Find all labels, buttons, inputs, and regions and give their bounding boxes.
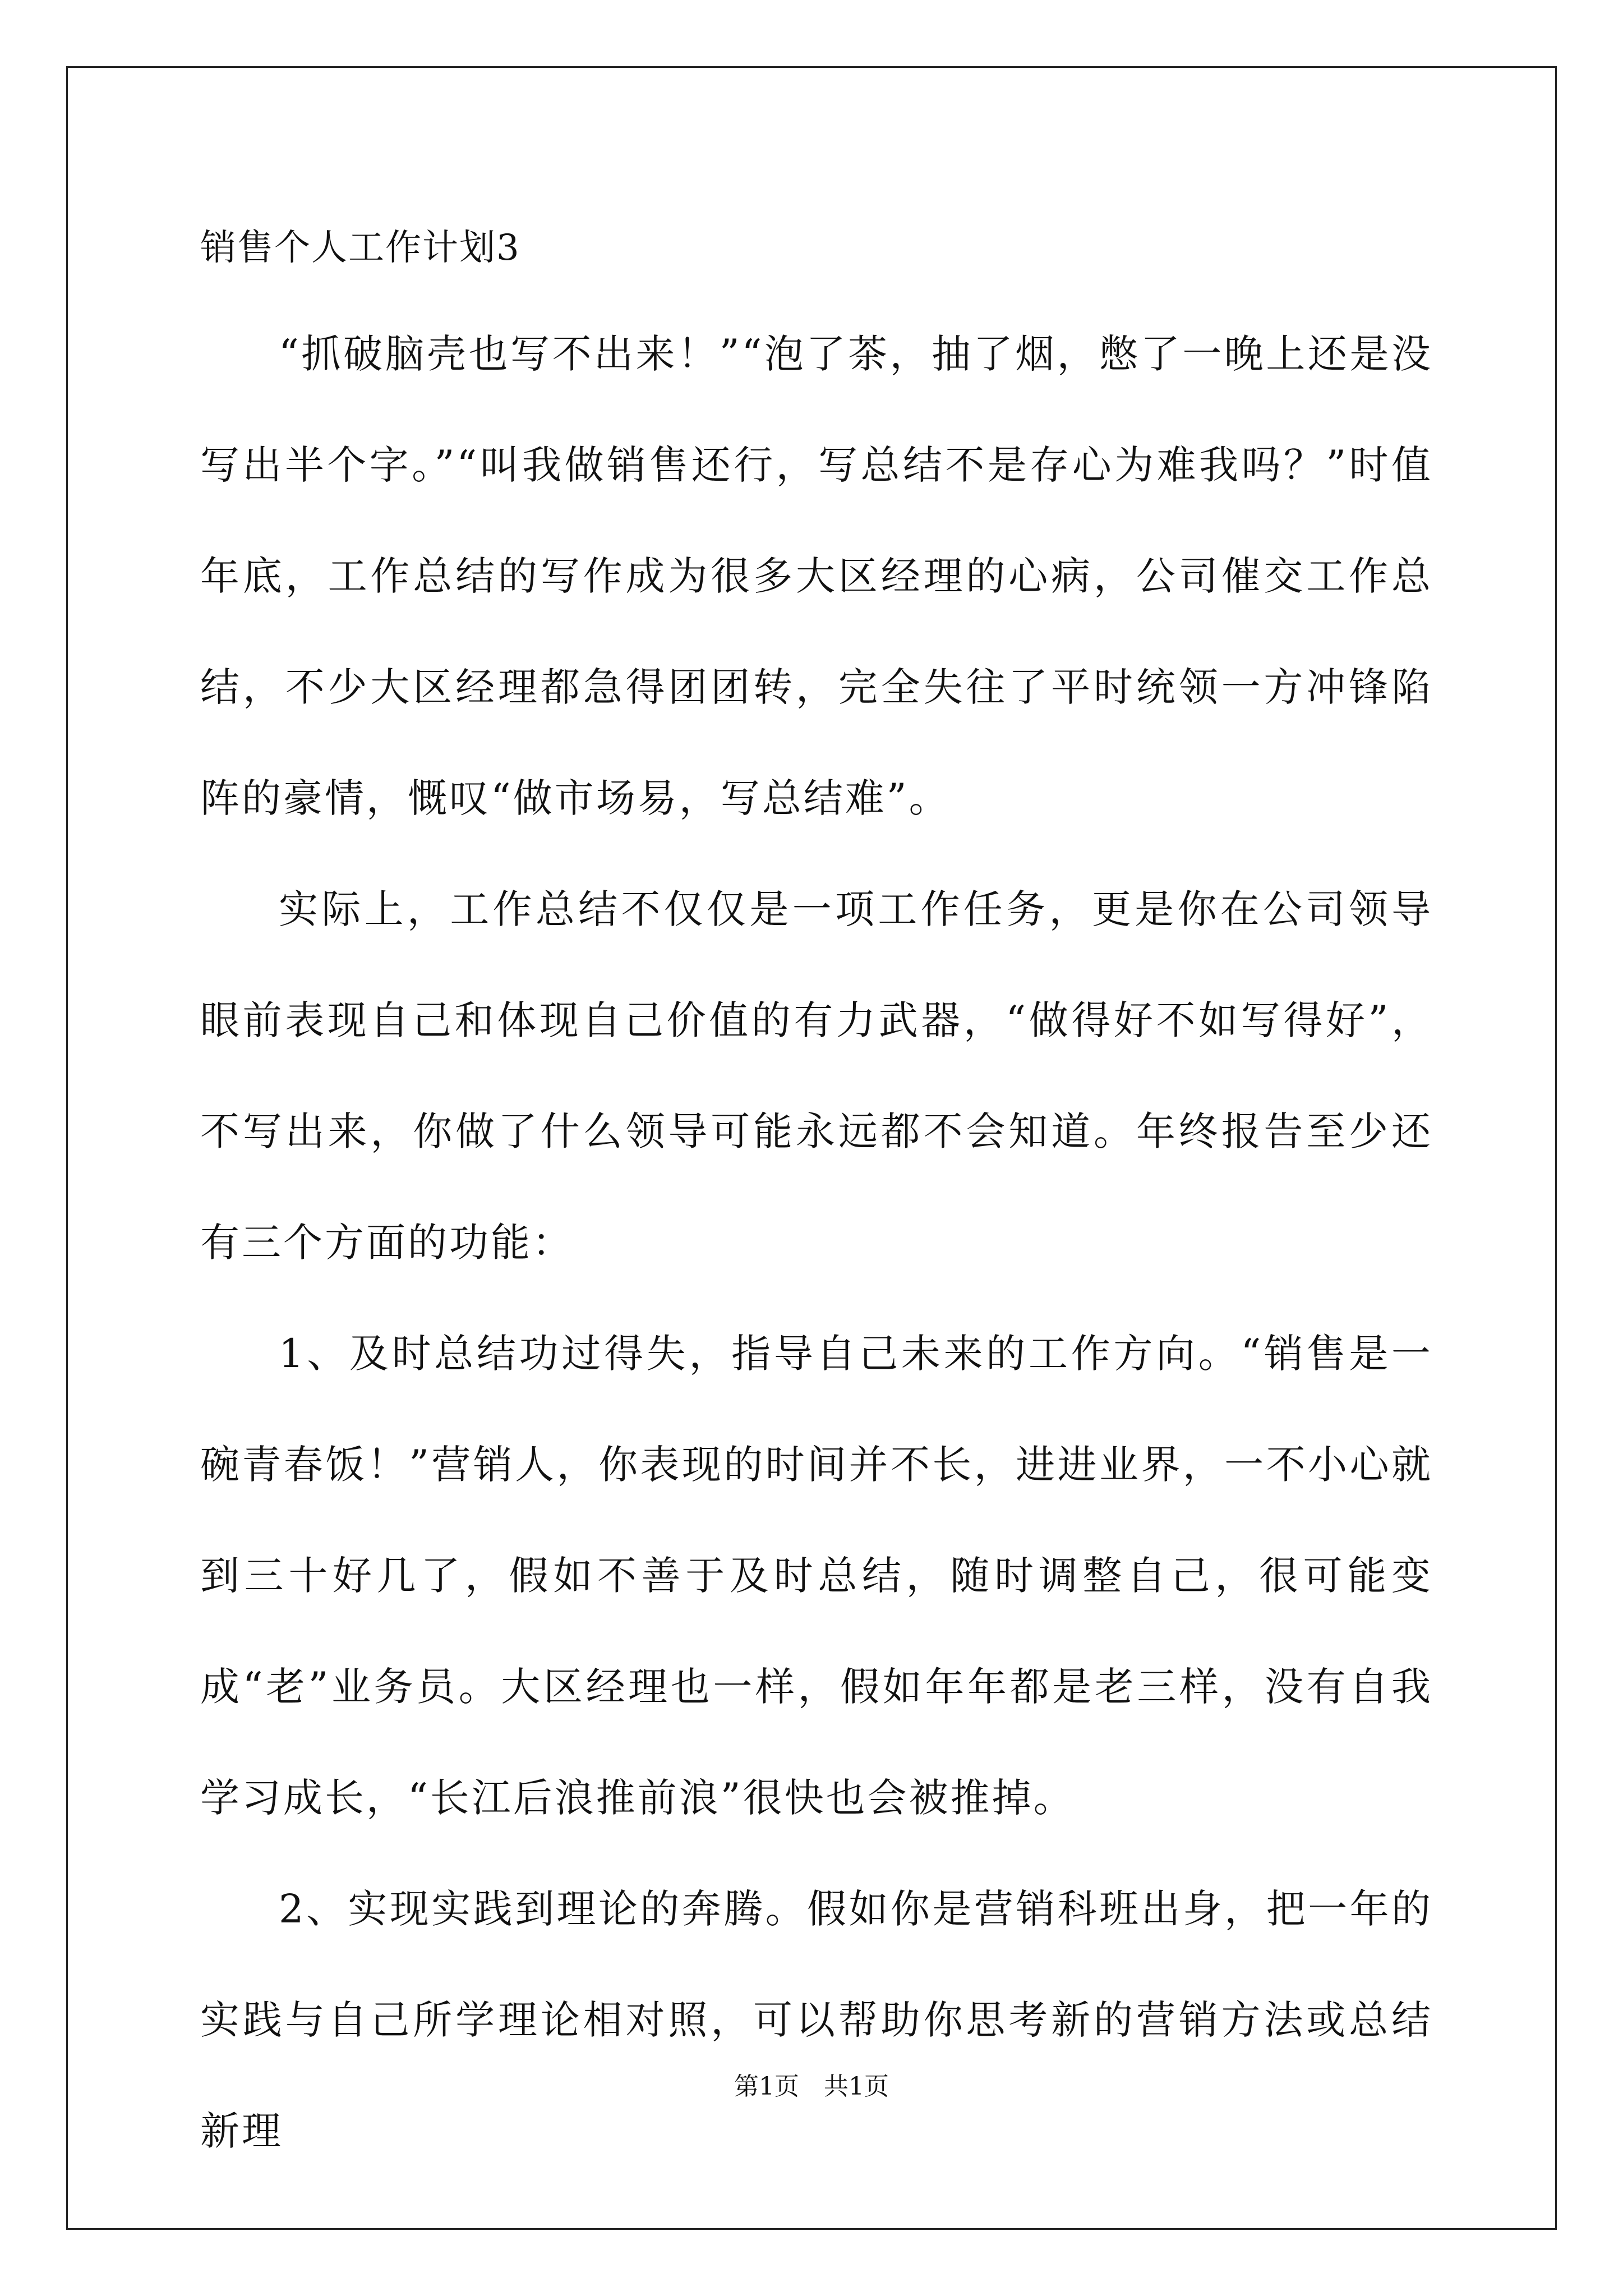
document-body <box>200 220 1433 2187</box>
paragraph-2: 实际上，工作总结不仅仅是一项工作任务，更是你在公司领导眼前表现自己和体现自己价值的有力武器，“做得好不如写得好”，不写出来，你做了什么领导可能永远都不会知道。年终报告至少还有三个方面的功能： <box>200 886 1433 1266</box>
paragraph-4: 2、实现实践到理论的奔腾。假如你是营销科班出身，把一年的实践与自己所学理论相对照，可以帮助你思考新的营销方法或总结新理 <box>200 1886 1433 2154</box>
page-footer: 第1页 共1页 <box>734 2072 889 2101</box>
paragraph-1: “抓破脑壳也写不出来！”“泡了茶，抽了烟，憋了一晚上还是没写出半个字。”“叫我做销售还行，写总结不是存心为难我吗？”时值年底，工作总结的写作成为很多大区经理的心病，公司催交工作总结，不少大区经理都急得团团转，完全失往了平时统领一方冲锋陷阵的豪情，慨叹“做市场易，写总结难”。 <box>200 331 1433 821</box>
document-title: 销售个人工作计划3 <box>200 227 520 269</box>
paragraph-3: 1、及时总结功过得失，指导自己未来的工作方向。“销售是一碗青春饭！”营销人，你表现的时间并不长，进进业界，一不小心就到三十好几了，假如不善于及时总结，随时调整自己，很可能变成“老”业务员。大区经理也一样，假如年年都是老三样，没有自我学习成长，“长江后浪推前浪”很快也会被推掉。 <box>200 1331 1433 1821</box>
